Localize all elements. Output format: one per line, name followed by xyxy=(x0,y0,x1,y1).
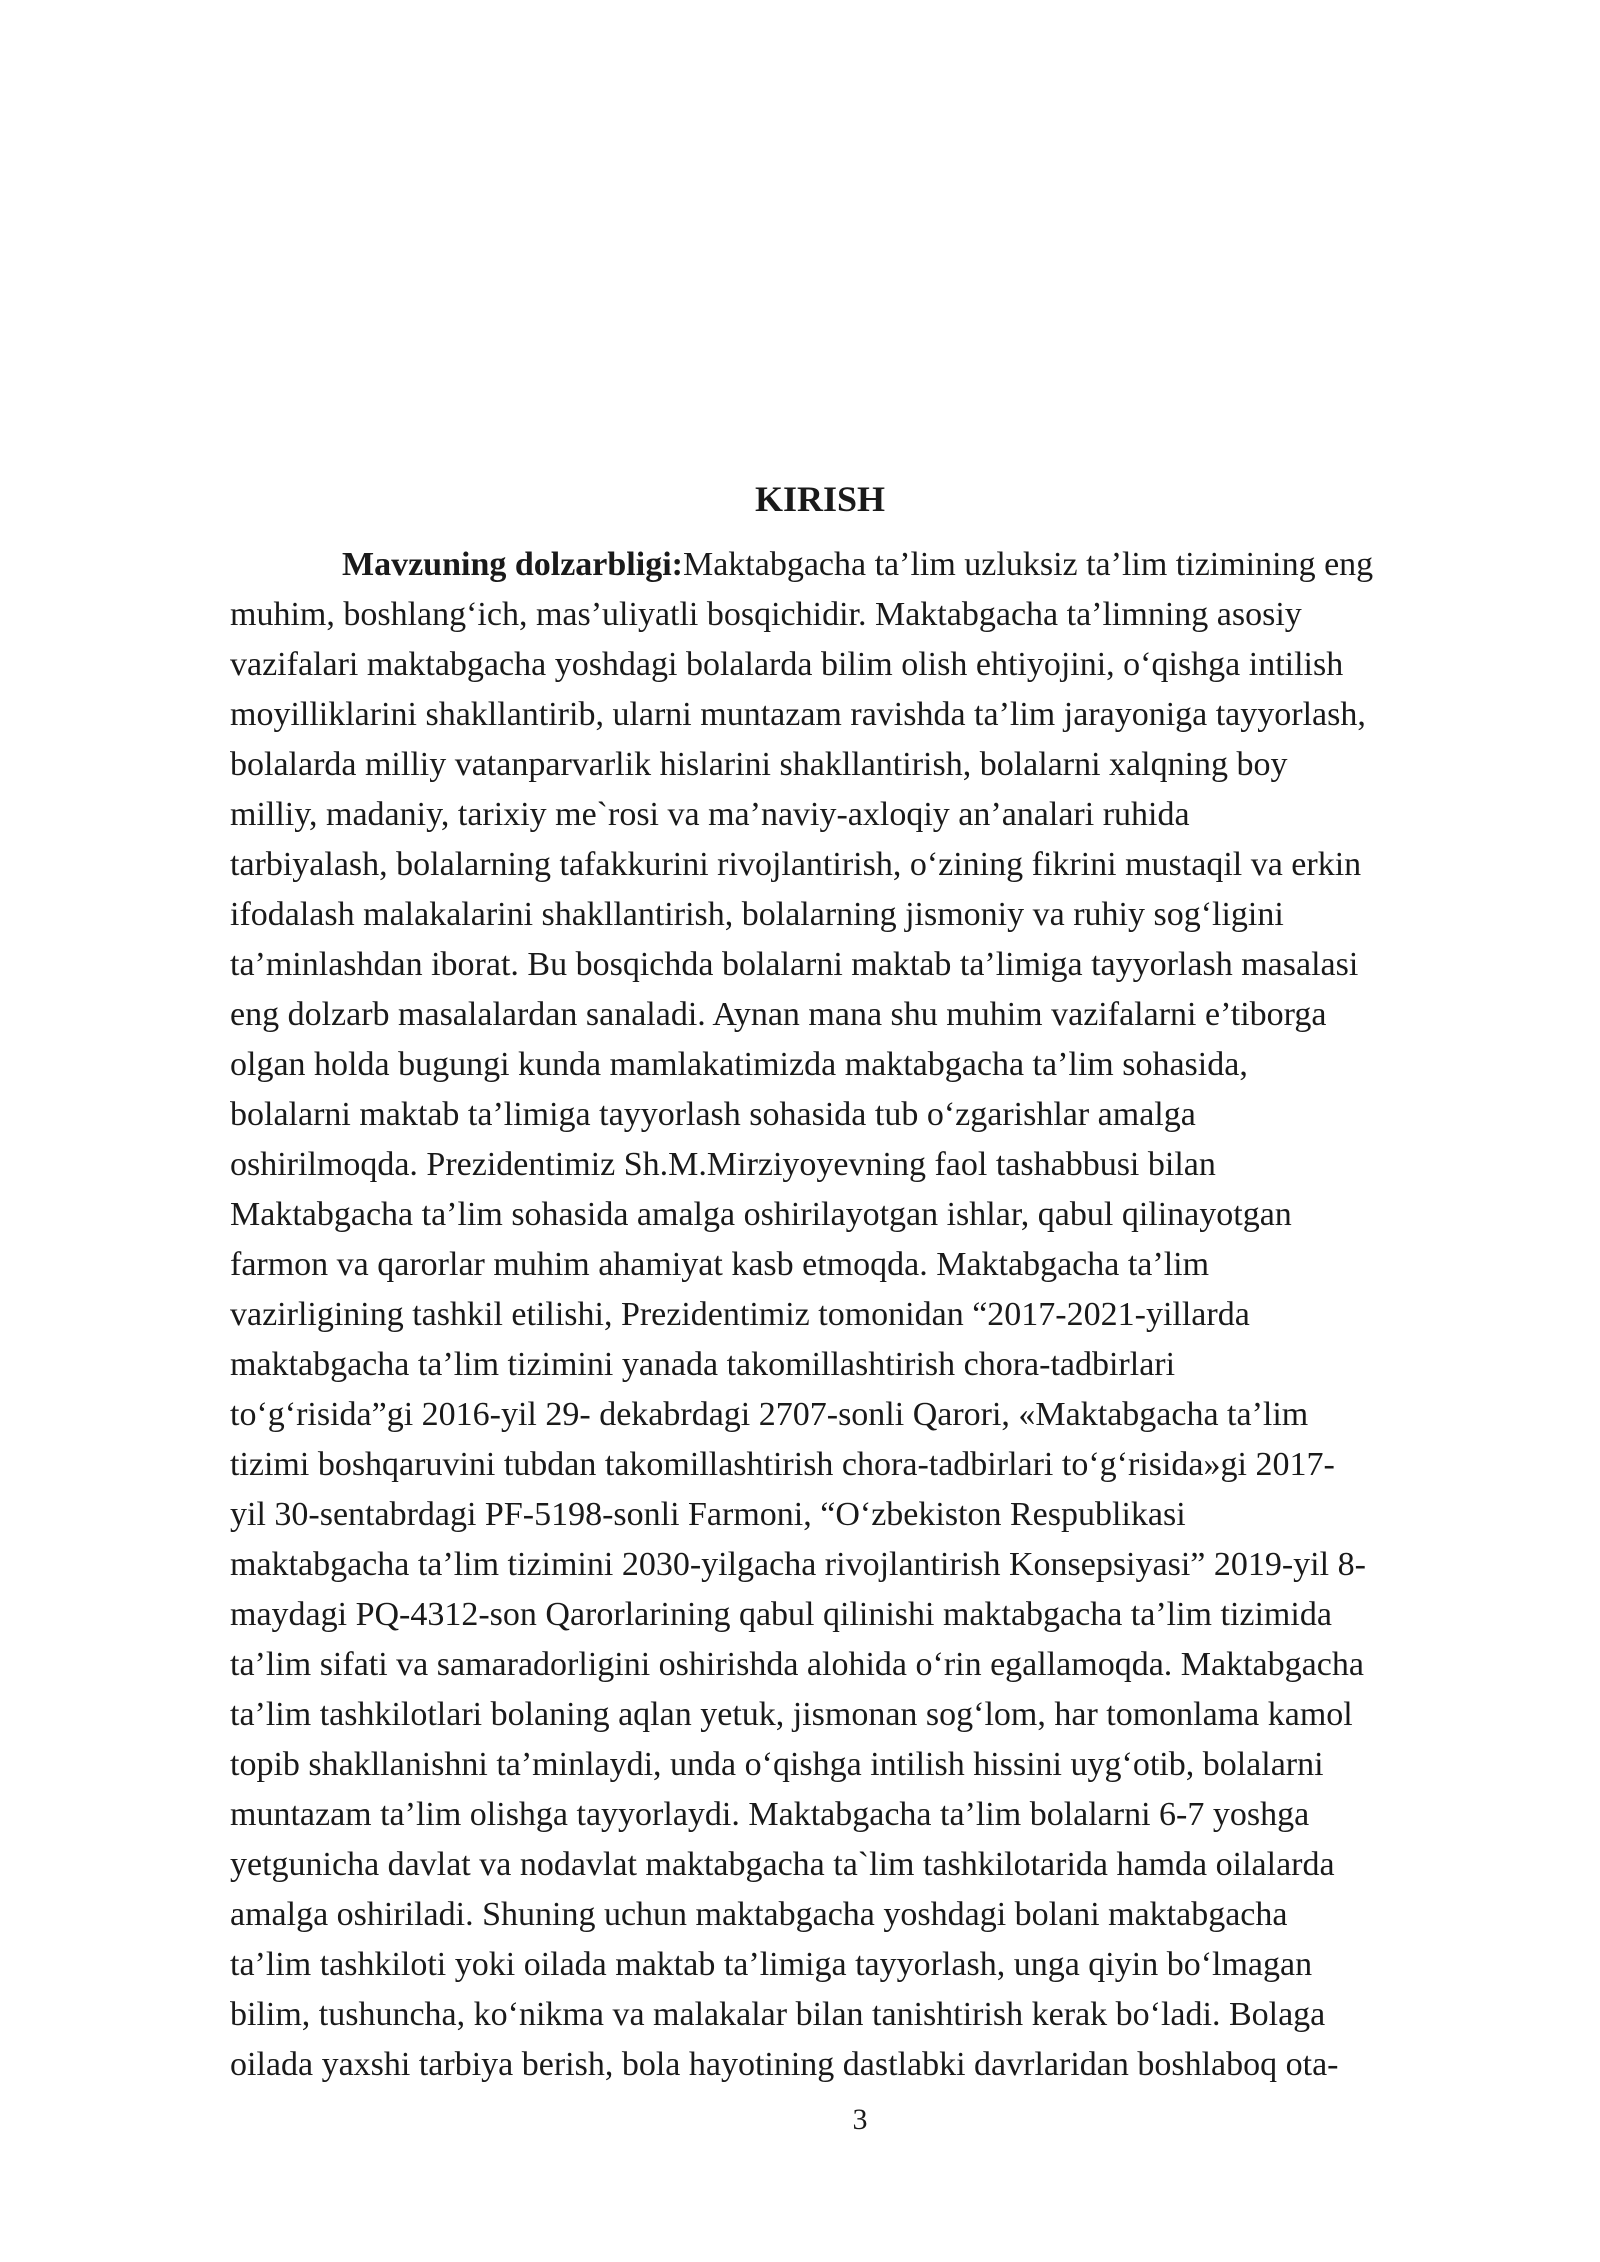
text-line: vazifalari maktabgacha yoshdagi bolalarda bilim olish ehtiyojini, o‘qishga intilish xyxy=(230,646,1344,683)
text-line: ta’lim tashkiloti yoki oilada maktab ta’limiga tayyorlash, unga qiyin bo‘lmagan xyxy=(230,1946,1313,1983)
lead-label: Mavzuning dolzarbligi: xyxy=(342,546,683,583)
text-line: yil 30-sentabrdagi PF-5198-sonli Farmoni, “O‘zbekiston Respublikasi xyxy=(230,1496,1186,1533)
text-line: bilim, tushuncha, ko‘nikma va malakalar bilan tanishtirish kerak bo‘ladi. Bolaga xyxy=(230,1996,1326,2033)
text-line: eng dolzarb masalalardan sanaladi. Aynan mana shu muhim vazifalarni e’tiborga xyxy=(230,996,1327,1033)
text-line: Maktabgacha ta’lim sohasida amalga oshirilayotgan ishlar, qabul qilinayotgan xyxy=(230,1196,1292,1233)
text-line: maktabgacha ta’lim tizimini yanada takomillashtirish chora-tadbirlari xyxy=(230,1346,1176,1383)
text-line: ta’minlashdan iborat. Bu bosqichda bolalarni maktab ta’limiga tayyorlash masalasi xyxy=(230,946,1359,983)
text-line: milliy, madaniy, tarixiy me`rosi va ma’naviy-axloqiy an’analari ruhida xyxy=(230,796,1190,833)
text-line: tarbiyalash, bolalarning tafakkurini rivojlantirish, o‘zining fikrini mustaqil va erkin xyxy=(230,846,1362,883)
text-line: farmon va qarorlar muhim ahamiyat kasb etmoqda. Maktabgacha ta’lim xyxy=(230,1246,1210,1283)
text-line: vazirligining tashkil etilishi, Prezidentimiz tomonidan “2017-2021-yillarda xyxy=(230,1296,1250,1333)
page-number: 3 xyxy=(852,2103,868,2136)
text-line: amalga oshiriladi. Shuning uchun maktabgacha yoshdagi bolani maktabgacha xyxy=(230,1896,1288,1933)
text-line-content: Maktabgacha ta’lim uzluksiz ta’lim tizimining eng xyxy=(682,546,1374,583)
text-line: maydagi PQ-4312-son Qarorlarining qabul qilinishi maktabgacha ta’lim tizimida xyxy=(230,1596,1332,1633)
text-line: bolalarni maktab ta’limiga tayyorlash sohasida tub o‘zgarishlar amalga xyxy=(230,1096,1196,1133)
text-line: oilada yaxshi tarbiya berish, bola hayotining dastlabki davrlaridan boshlaboq ota- xyxy=(230,2046,1339,2083)
text-line: yetgunicha davlat va nodavlat maktabgacha ta`lim tashkilotarida hamda oilalarda xyxy=(230,1846,1335,1883)
text-line: topib shakllanishni ta’minlaydi, unda o‘qishga intilish hissini uyg‘otib, bolalarni xyxy=(230,1746,1324,1783)
page-heading: KIRISH xyxy=(754,479,886,519)
text-line: tizimi boshqaruvini tubdan takomillashtirish chora-tadbirlari to‘g‘risida»gi 2017- xyxy=(230,1446,1335,1483)
text-line: ta’lim tashkilotlari bolaning aqlan yetuk, jismonan sog‘lom, har tomonlama kamol xyxy=(230,1696,1353,1733)
text-line: ta’lim sifati va samaradorligini oshirishda alohida o‘rin egallamoqda. Maktabgacha xyxy=(230,1646,1364,1683)
body-paragraph xyxy=(230,540,1530,2090)
text-line: bolalarda milliy vatanparvarlik hislarini shakllantirish, bolalarni xalqning boy xyxy=(230,746,1288,783)
text-line: muhim, boshlang‘ich, mas’uliyatli bosqichidir. Maktabgacha ta’limning asosiy xyxy=(230,596,1302,633)
text-line: to‘g‘risida”gi 2016-yil 29- dekabrdagi 2707-sonli Qarori, «Maktabgacha ta’lim xyxy=(230,1396,1309,1433)
text-line: moyilliklarini shakllantirib, ularni muntazam ravishda ta’lim jarayoniga tayyorlash, xyxy=(230,696,1366,733)
text-line: ifodalash malakalarini shakllantirish, bolalarning jismoniy va ruhiy sog‘ligini xyxy=(230,896,1284,933)
text-line: maktabgacha ta’lim tizimini 2030-yilgacha rivojlantirish Konsepsiyasi” 2019-yil 8- xyxy=(230,1546,1366,1583)
text-line: oshirilmoqda. Prezidentimiz Sh.M.Mirziyoyevning faol tashabbusi bilan xyxy=(230,1146,1216,1183)
text-line: olgan holda bugungi kunda mamlakatimizda maktabgacha ta’lim sohasida, xyxy=(230,1046,1248,1083)
text-line: muntazam ta’lim olishga tayyorlaydi. Maktabgacha ta’lim bolalarni 6-7 yoshga xyxy=(230,1796,1310,1833)
text-line xyxy=(230,540,1530,590)
